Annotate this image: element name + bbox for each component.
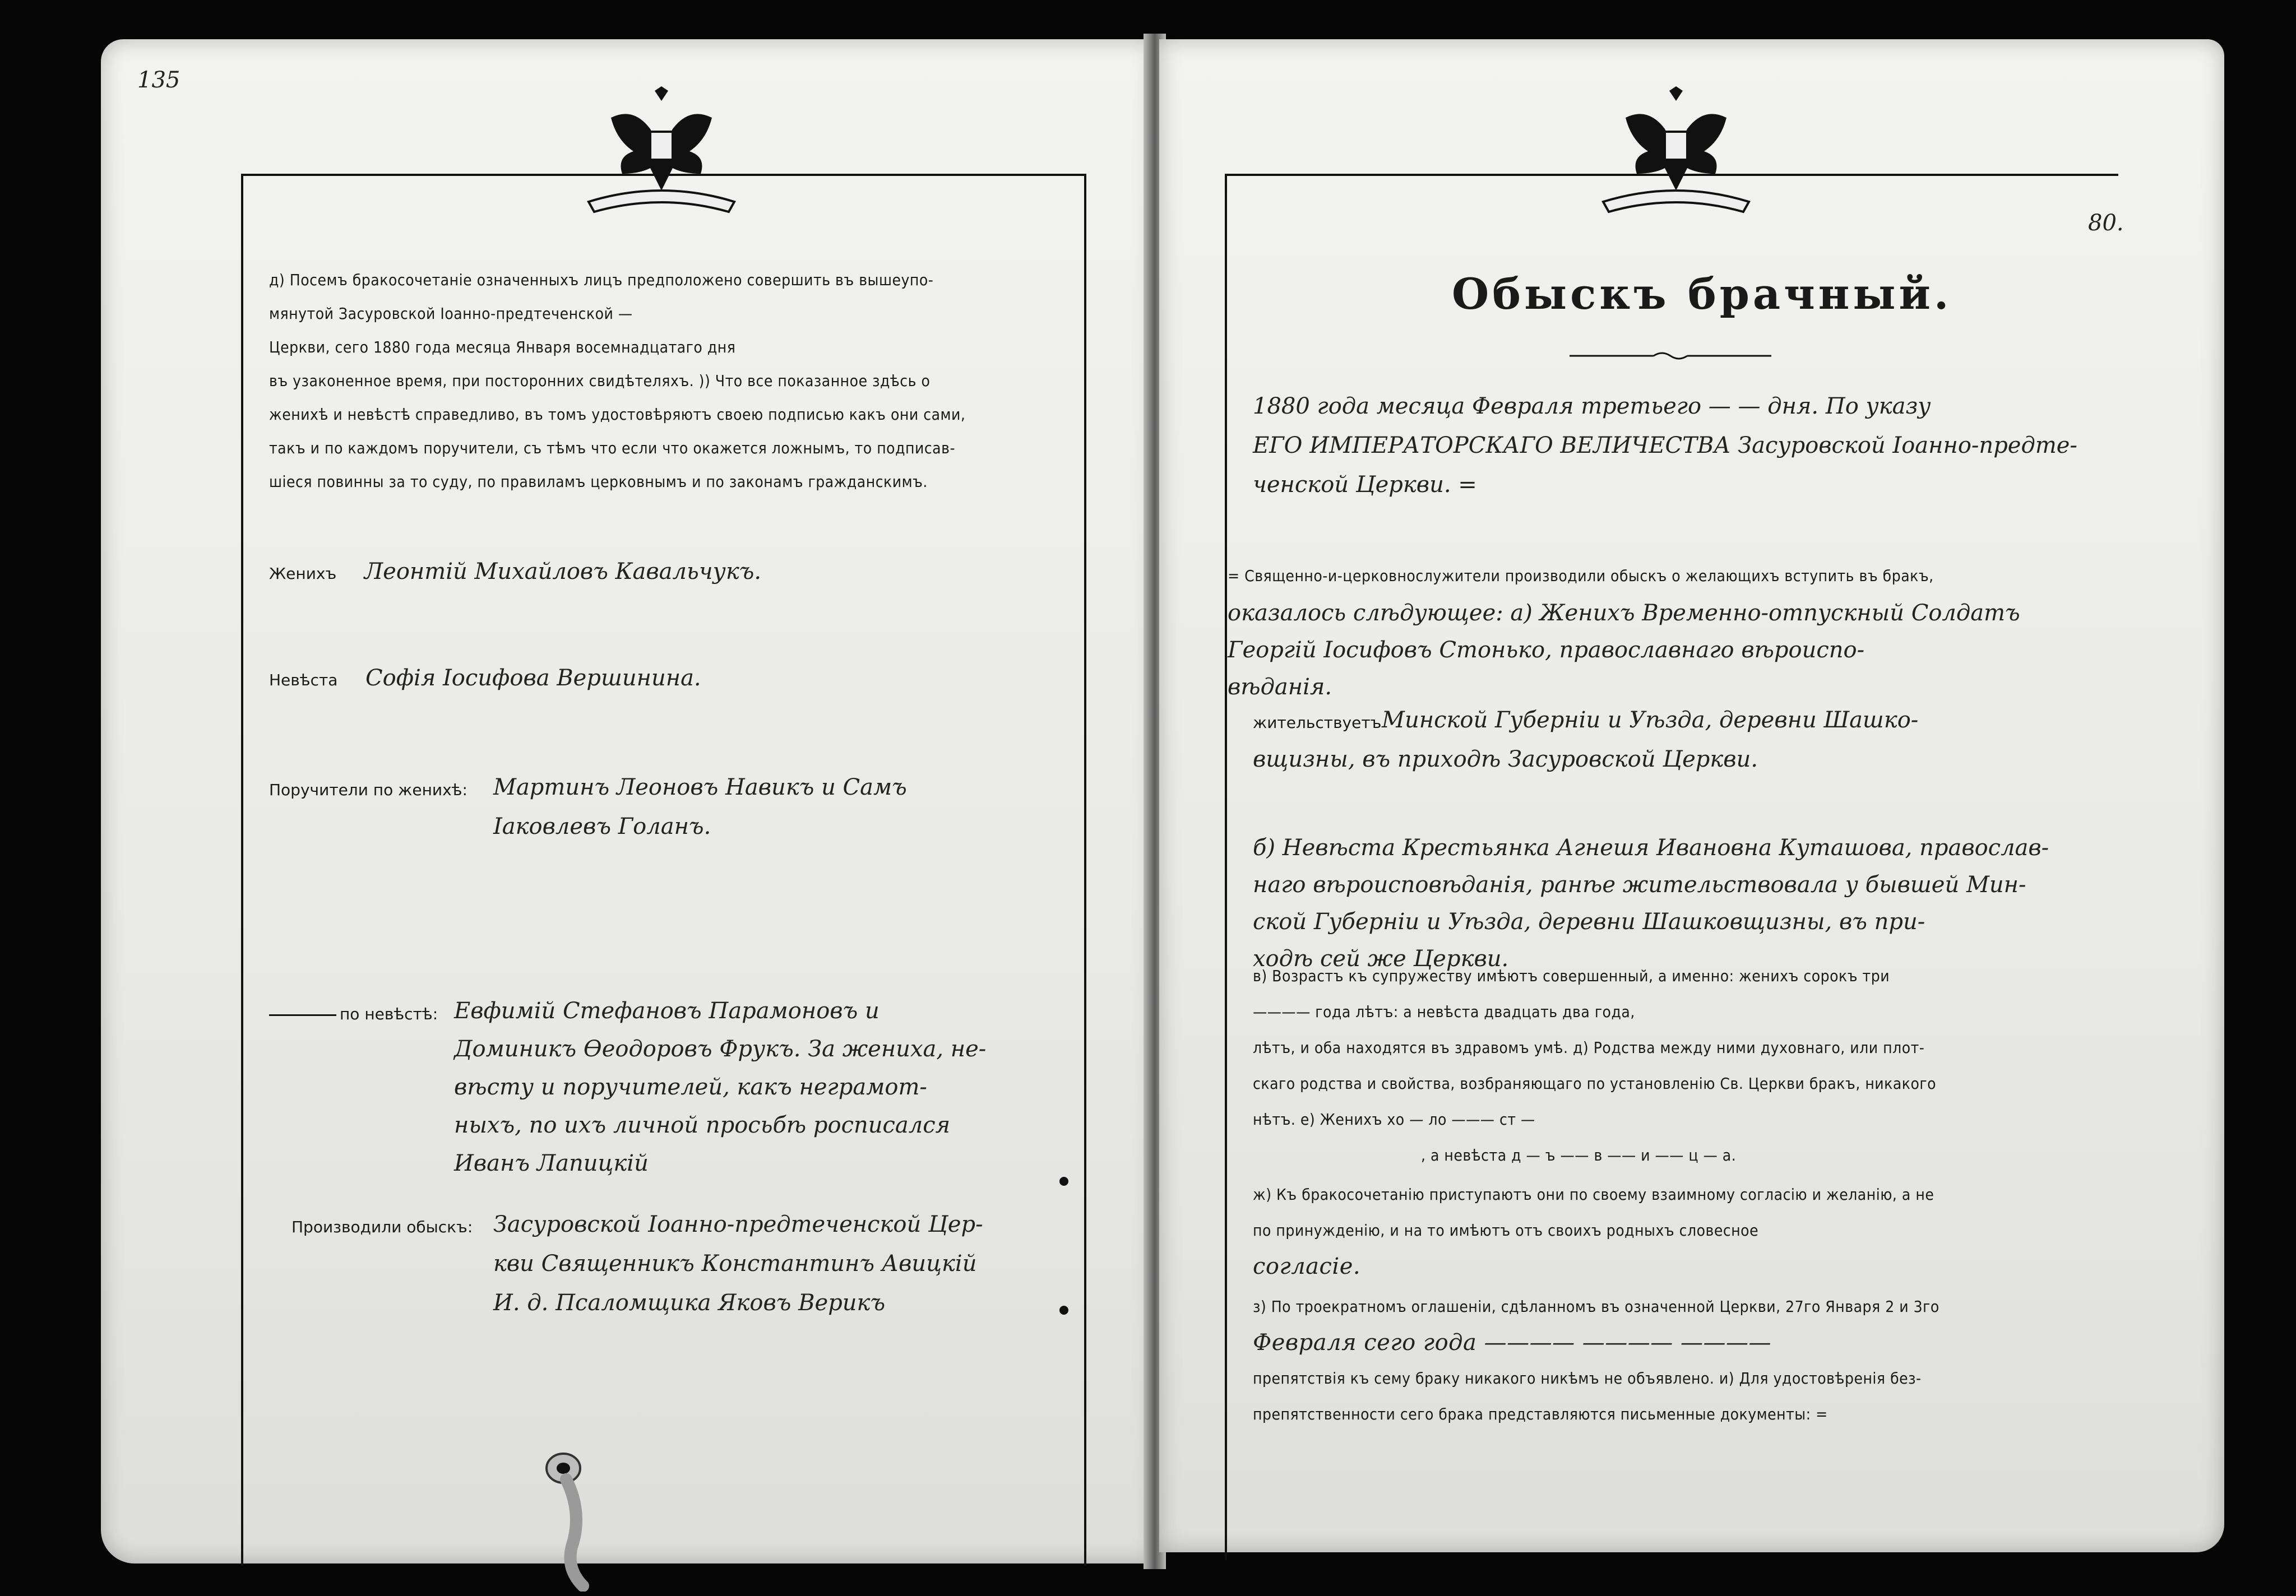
- text-line: Евфимій Стефановъ Парамоновъ и: [454, 998, 879, 1024]
- examiners-label: Производили обыскъ:: [291, 1218, 473, 1236]
- right-paragraph-v: [1253, 958, 2116, 1173]
- left-page-number: 135: [137, 67, 180, 93]
- text-line: женихѣ и невѣстѣ справедливо, въ томъ удостовѣряютъ своею подписью какъ они сами,: [269, 405, 966, 424]
- text-line: в) Возрастъ къ супружеству имѣютъ совершенный, а именно: женихъ сорокъ три: [1253, 967, 1890, 985]
- text-line: = Священно-и-церковнослужители производили обыскъ о желающихъ вступить въ бракъ,: [1228, 567, 1934, 585]
- text-line: шіеся повинны за то суду, по правиламъ церковнымъ и по законамъ гражданскимъ.: [269, 472, 928, 491]
- double-headed-eagle-crest-icon: [577, 84, 746, 219]
- bride-row: [269, 661, 1054, 697]
- text-line: , а невѣста д — ъ —— в —— и —— ц — а.: [1421, 1146, 1737, 1164]
- document-title: Обыскъ брачный.: [1452, 269, 1952, 319]
- bride-guarantors-label-text: по невѣстѣ:: [340, 1005, 438, 1023]
- text-line: Засуровской Іоанно-предтеченской Цер-: [493, 1212, 983, 1237]
- text-line: Мартинъ Леоновъ Навикъ и Самъ: [493, 774, 907, 800]
- text-line: з) По троекратномъ оглашеніи, сдѣланномъ въ означенной Церкви, 27го Января 2 и 3го: [1253, 1297, 1939, 1316]
- text-line: кви Священникъ Константинъ Авицкій: [493, 1251, 977, 1277]
- text-line: вѣсту и поручителей, какъ неграмот-: [454, 1074, 927, 1100]
- residence-label: жительствуетъ: [1253, 713, 1382, 732]
- text-line: препятственности сего брака представляются письменные документы: =: [1253, 1405, 1828, 1423]
- text-line: ———— года лѣтъ: а невѣста двадцать два года,: [1253, 1003, 1635, 1021]
- bride-label: Невѣста: [269, 671, 338, 689]
- left-paragraph-d: [269, 263, 1054, 499]
- text-line: въ узаконенное время, при посторонних свидѣтеляхъ. )) Что все показанное здѣсь о: [269, 372, 931, 390]
- right-header: [1253, 387, 2094, 504]
- bride-guarantors-label: [269, 998, 438, 1031]
- binding-dot: [1059, 1177, 1068, 1186]
- groom-value: Леонтій Михайловъ Кавальчукъ.: [364, 559, 762, 584]
- text-line: оказалось слѣдующее: а) Женихъ Временно-отпускный Солдатъ: [1228, 600, 2020, 626]
- right-paragraph-b: [1253, 829, 2105, 977]
- text-line: наго вѣроисповѣданія, ранѣе жительствовала у бывшей Мин-: [1253, 872, 2026, 898]
- text-line: Февраля сего года ———— ———— ————: [1253, 1330, 1772, 1356]
- text-line: б) Невѣста Крестьянка Агнешя Ивановна Куташова, православ-: [1253, 835, 2049, 861]
- text-line: согласіе.: [1253, 1254, 1361, 1279]
- book-clasp-icon: [538, 1446, 600, 1592]
- text-line: 1880 года месяца Февраля третьего — — дня. По указу: [1253, 393, 1931, 419]
- text-line: вщизны, въ приходѣ Засуровской Церкви.: [1253, 746, 1758, 772]
- text-line: Доминикъ Өеодоровъ Фрукъ. За жениха, не-: [454, 1036, 987, 1062]
- text-line: Церкви, сего 1880 года месяца Января восемнадцатаго дня: [269, 338, 736, 356]
- groom-guarantors-label: Поручители по женихѣ:: [269, 781, 467, 799]
- text-line: Иванъ Лапицкій: [454, 1150, 649, 1176]
- text-line: ской Губерніи и Уѣзда, деревни Шашковщизны, въ при-: [1253, 909, 1925, 935]
- right-paragraph-zh: [1253, 1177, 2116, 1284]
- right-paragraph-z: [1253, 1289, 2116, 1432]
- text-line: ходѣ сей же Церкви.: [1253, 946, 1509, 972]
- groom-label: Женихъ: [269, 564, 337, 583]
- text-line: такъ и по каждомъ поручители, съ тѣмъ что если что окажется ложнымъ, то подписав-: [269, 439, 956, 457]
- text-line: препятствія къ сему браку никакого никѣмъ не объявлено. и) Для удостовѣренія без-: [1253, 1369, 1922, 1388]
- text-line: д) Посемъ бракосочетаніе означенныхъ лицъ предположено совершить въ вышеупо-: [269, 271, 934, 289]
- text-line: ЕГО ИМПЕРАТОРСКАГО ВЕЛИЧЕСТВА Засуровской Іоанно-предте-: [1253, 433, 2077, 458]
- right-page-number: 80.: [2088, 210, 2124, 236]
- bride-value: Софія Іосифова Вершинина.: [365, 665, 701, 691]
- text-line: скаго родства и свойства, возбраняющаго по установленію Св. Церкви бракъ, никакого: [1253, 1074, 1937, 1093]
- double-headed-eagle-crest-icon: [1592, 84, 1760, 219]
- text-line: нѣтъ. е) Женихъ хо — ло ——— ст —: [1253, 1110, 1535, 1129]
- text-line: Минской Губерніи и Уѣзда, деревни Шашко-: [1382, 707, 1919, 733]
- text-line: ченской Церкви. =: [1253, 472, 1477, 498]
- right-paragraph-a: [1228, 558, 2102, 706]
- text-line: И. д. Псаломщика Яковъ Верикъ: [493, 1290, 886, 1316]
- text-line: мянутой Засуровской Іоанно-предтеченской —: [269, 304, 633, 323]
- title-ornament-divider: [1570, 352, 1771, 360]
- text-line: вѣданія.: [1228, 674, 1332, 700]
- binding-dot: [1059, 1306, 1068, 1315]
- text-line: лѣтъ, и оба находятся въ здравомъ умѣ. д) Родства между ними духовнаго, или плот-: [1253, 1038, 1925, 1057]
- text-line: Іаковлевъ Голанъ.: [493, 814, 711, 839]
- text-line: Георгій Іосифовъ Стонько, православнаго вѣроиспо-: [1228, 637, 1865, 663]
- text-line: ж) Къ бракосочетанію приступаютъ они по своему взаимному согласію и желанію, а не: [1253, 1185, 1934, 1204]
- groom-row: [269, 555, 1054, 591]
- text-line: по принужденію, и на то имѣютъ отъ своихъ родныхъ словесное: [1253, 1221, 1759, 1240]
- text-line: ныхъ, по ихъ личной просьбѣ росписался: [454, 1112, 951, 1138]
